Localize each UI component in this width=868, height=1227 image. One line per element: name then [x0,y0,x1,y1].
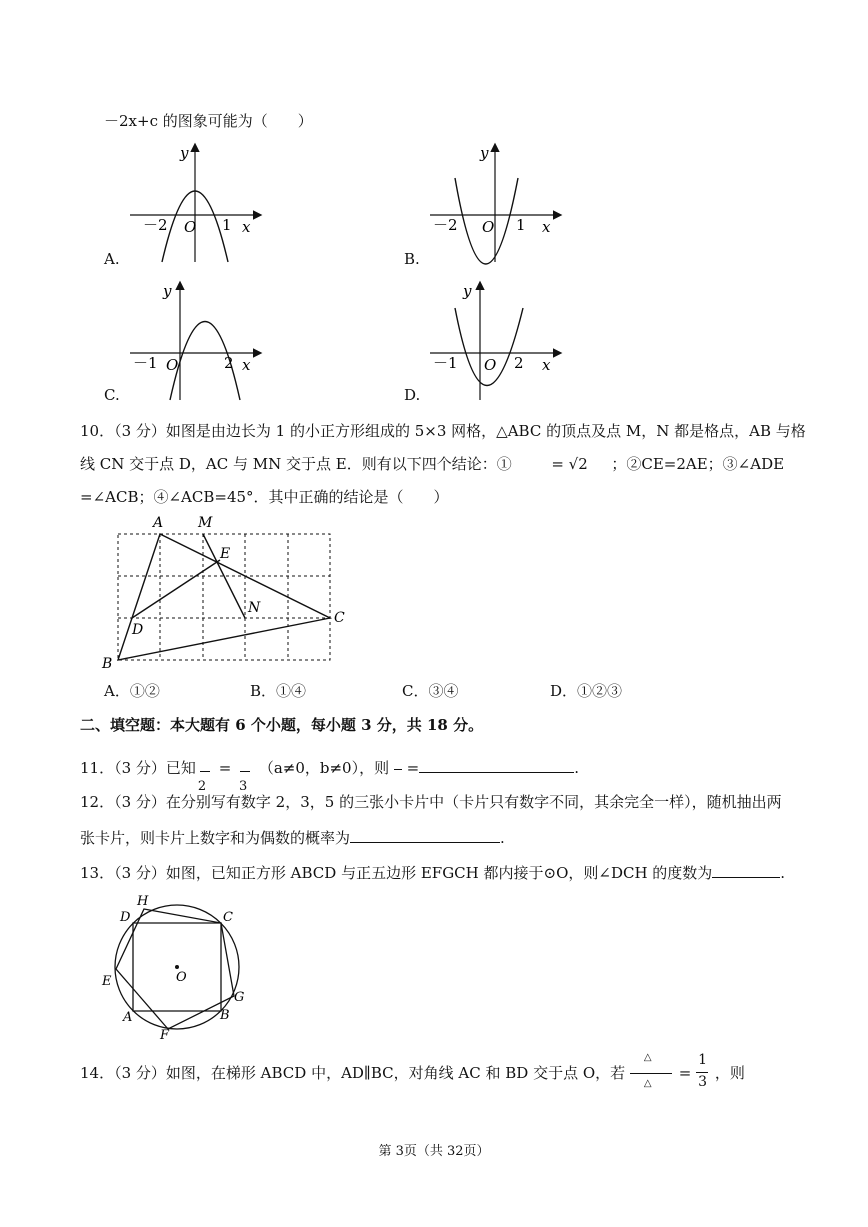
q10-option-b[interactable]: B．①④ [250,682,307,700]
svg-text:y: y [480,144,489,162]
q9-option-a[interactable]: A. [104,250,120,268]
svg-text:G: G [234,990,245,1005]
svg-text:F: F [160,1028,170,1043]
svg-text:－1: －1 [433,354,458,372]
page-footer: 第 3页（共 32页） [378,1144,490,1159]
svg-text:C: C [223,910,233,925]
graph-c [100,278,270,403]
q12-answer-blank[interactable] [350,828,500,843]
q10-option-a[interactable]: A．①② [104,682,160,700]
svg-text:O: O [484,356,497,374]
svg-text:y: y [163,282,172,300]
svg-text:－2: －2 [433,216,458,234]
svg-text:E: E [220,546,231,562]
q9-option-c[interactable]: C. [104,386,120,404]
q13-answer-blank[interactable] [712,863,780,878]
svg-text:D: D [120,910,131,925]
svg-text:x: x [242,218,251,236]
svg-text:1: 1 [516,216,526,234]
q10-line3: =∠ACB；④∠ACB=45°．其中正确的结论是（ ） [80,488,449,506]
q12-line1: 12．（3 分）在分别写有数字 2，3，5 的三张小卡片中（卡片只有数字不同，其余完全一样），随机抽出两 [80,793,782,811]
q10-option-c[interactable]: C．③④ [402,682,459,700]
svg-text:2: 2 [224,354,234,372]
svg-text:D: D [132,622,144,638]
svg-text:O: O [176,970,187,985]
q9-option-d[interactable]: D. [404,386,421,404]
svg-text:1: 1 [222,216,232,234]
q10-grid-figure [98,512,358,672]
svg-text:B: B [102,656,113,672]
graph-a-neg: －2 [143,216,168,234]
svg-text:B: B [220,1008,230,1023]
graph-d [400,278,570,403]
q14-text: 14．（3 分）如图，在梯形 ABCD 中，AD∥BC，对角线 AC 和 BD 交于点 O，若 △ △ = $\frac{1}{3}$ ，则 [80,1052,745,1090]
svg-text:O: O [482,218,495,236]
svg-text:x: x [542,356,551,374]
svg-text:O: O [184,218,197,236]
q13-circle-figure [100,893,260,1043]
q10-line2: 线 CN 交于点 D，AC 与 MN 交于点 E．则有以下四个结论：① = √2 ；②CE=2AE；③∠ADE [80,455,785,473]
svg-text:H: H [137,894,149,909]
svg-text:E: E [102,974,112,989]
svg-text:y: y [463,282,472,300]
q10-line1: 10．（3 分）如图是由边长为 1 的小正方形组成的 5×3 网格，△ABC 的顶点及点 M，N 都是格点，AB 与格 [80,422,806,440]
q11-answer-blank[interactable] [419,758,574,773]
graph-b [400,140,570,265]
svg-text:M: M [198,515,213,531]
q13-text: 13．（3 分）如图，已知正方形 ABCD 与正五边形 EFGCH 都内接于⊙O，则∠DCH 的度数为 . [80,864,786,882]
section-2-heading: 二、填空题：本大题有 6 个小题，每小题 3 分，共 18 分。 [80,716,484,734]
svg-text:O: O [166,356,179,374]
q9-tail: －2x+c 的图象可能为（ ） [104,112,313,130]
svg-text:C: C [334,610,345,626]
q12-line2: 张卡片，则卡片上数字和为偶数的概率为 . [80,829,505,847]
svg-text:A: A [153,515,164,531]
svg-text:－1: －1 [133,354,158,372]
q10-option-d[interactable]: D．①②③ [550,682,623,700]
svg-text:y: y [180,144,189,162]
q9-option-b[interactable]: B. [404,250,420,268]
svg-text:A: A [123,1010,133,1025]
svg-text:N: N [248,600,261,616]
svg-text:x: x [242,356,251,374]
q11: 11．（3 分）已知 2 = 3 （a≠0，b≠0），则 = . [80,759,580,794]
svg-text:2: 2 [514,354,524,372]
graph-a [100,140,270,265]
svg-text:x: x [542,218,551,236]
